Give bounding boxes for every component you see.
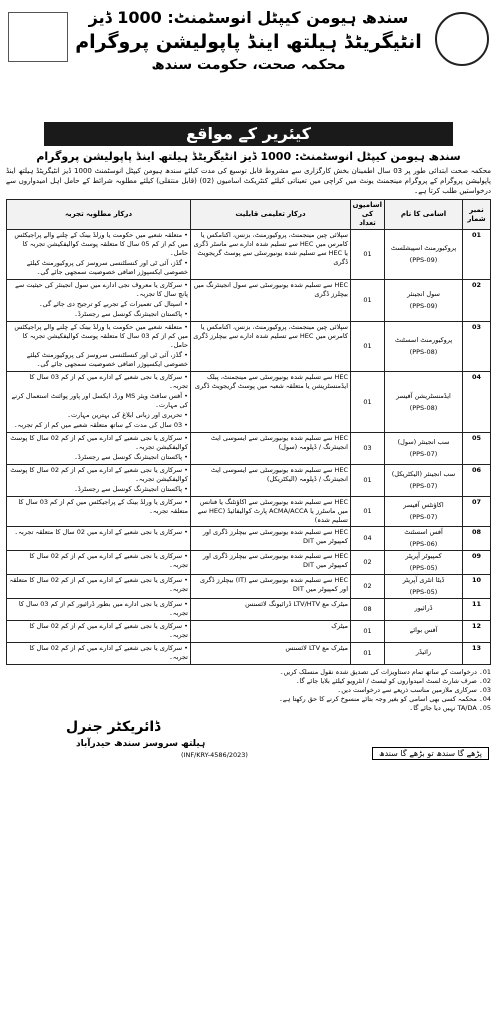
count-cell: 04 <box>351 527 385 551</box>
post-title: ڈرائیور <box>414 603 433 612</box>
education-cell: HEC سے تسلیم شدہ یونیورسٹی سے بیچلرز ڈگری اور کمپیوٹر میں DIT <box>191 527 351 551</box>
post-cell <box>385 575 463 599</box>
count-cell: 02 <box>351 575 385 599</box>
experience-item: • پاکستان انجینئرنگ کونسل سے رجسٹرڈ۔ <box>74 453 188 461</box>
experience-cell <box>7 372 191 433</box>
experience-cell <box>7 621 191 643</box>
header-post: اسامی کا نام <box>385 200 463 230</box>
post-title: سب انجینئر (سول) <box>397 438 450 446</box>
post-cell <box>385 599 463 621</box>
experience-cell <box>7 280 191 322</box>
post-title: اکاؤنٹس آفیسر <box>403 501 444 509</box>
note-item: 03۔ سرکاری ملازمین مناسب ذریعے سے درخواست دیں۔ <box>337 686 491 694</box>
post-cell <box>385 372 463 433</box>
terms-notes <box>6 668 491 713</box>
header-education: درکار تعلیمی قابلیت <box>191 200 351 230</box>
count-cell: 01 <box>351 280 385 322</box>
serial-cell: 02 <box>463 280 491 322</box>
count-cell: 08 <box>351 599 385 621</box>
experience-cell <box>7 497 191 527</box>
serial-cell: 12 <box>463 621 491 643</box>
serial-cell: 10 <box>463 575 491 599</box>
post-title: سول انجینئر <box>407 290 440 298</box>
experience-cell <box>7 527 191 551</box>
post-title: ایڈمنسٹریشن آفیسر <box>396 391 451 400</box>
table-row <box>7 643 491 665</box>
experience-item: • سرکاری یا نجی شعبے کے ادارے میں 02 سال کا متعلقہ تجربہ۔ <box>14 528 188 536</box>
serial-cell: 11 <box>463 599 491 621</box>
experience-cell <box>7 643 191 665</box>
experience-cell <box>7 599 191 621</box>
tagline: پڑھے گا سندھ تو بڑھے گا سندھ <box>372 747 489 760</box>
post-title: پروکیورمنٹ اسسٹنٹ <box>394 336 453 344</box>
post-cell <box>385 551 463 575</box>
post-cell <box>385 465 463 497</box>
education-cell: HEC سے تسلیم شدہ یونیورسٹی سے بیچلرز ڈگری اور کمپیوٹر میں DIT <box>191 551 351 575</box>
experience-item: • سرکاری یا نجی شعبے کے ادارے میں کم از کم 02 سال کا تجربہ۔ <box>29 552 188 569</box>
experience-item: • آفس سافٹ ویئر MS ورڈ، ایکسل اور پاور پوائنٹ استعمال کرنے کی مہارت۔ <box>11 392 188 409</box>
header-serial: نمبر شمار <box>463 200 491 230</box>
post-cell <box>385 280 463 322</box>
count-cell: 02 <box>351 551 385 575</box>
ad-reference: (INF/KRY-4586/2023) <box>181 751 248 759</box>
post-title: پروکیورمنٹ اسپیشلسٹ <box>390 244 457 252</box>
education-cell: HEC سے تسلیم شدہ یونیورسٹی سے ایسوسی ایٹ انجینئرنگ / ڈپلومہ (سول) <box>191 433 351 465</box>
header <box>6 8 491 120</box>
experience-item: • گڈز، آئی ٹی اور کنسلٹنسی سروسز کی پروکیورمنٹ کیلئے خصوصی ایکسپوژر اضافی خصوصیت سمجھی جائے گی۔ <box>26 351 188 368</box>
education-cell: سپلائی چین مینجمنٹ، پروکیورمنٹ، بزنس، اکنامکس یا کامرس میں HEC سے تسلیم شدہ ادارے سے ماسٹر ڈگری یا HEC سے تسلیم شدہ یونیورسٹی سے پوسٹ گریجویٹ ڈگری <box>191 230 351 280</box>
program-subheading: سندھ ہیومن کیپٹل انوسٹمنٹ: 1000 ڈیز انٹیگریٹڈ ہیلتھ اینڈ پاپولیشن پروگرام <box>36 150 461 163</box>
post-cell <box>385 433 463 465</box>
serial-cell: 01 <box>463 230 491 280</box>
header-line-3: محکمہ صحت، حکومت سندھ <box>151 57 346 73</box>
post-title: سب انجینئر (الیکٹریکل) <box>391 470 456 478</box>
director-office: ہیلتھ سروسز سندھ حیدرآباد <box>76 739 206 749</box>
serial-cell: 04 <box>463 372 491 433</box>
serial-cell: 08 <box>463 527 491 551</box>
experience-item: • سرکاری یا نجی شعبے کے ادارے میں کم از کم 02 سال کا پوسٹ کوالیفکیشن تجربہ۔ <box>10 434 188 451</box>
program-logo <box>8 12 68 62</box>
count-cell: 01 <box>351 643 385 665</box>
education-cell: میٹرک <box>191 621 351 643</box>
experience-item: • سرکاری یا نجی شعبے کے ادارے میں کم از کم 02 سال کا تجربہ۔ <box>29 622 188 639</box>
post-title: آفس اسسٹنٹ <box>404 528 443 536</box>
post-title: کمپیوٹر آپریٹر <box>405 552 442 560</box>
experience-item: • سرکاری یا ورلڈ بینک کے پراجیکٹس میں کم از کم 03 سال کا متعلقہ تجربہ۔ <box>18 498 188 515</box>
table-header-row <box>7 200 491 230</box>
vacancy-rows <box>7 230 491 665</box>
count-cell: 01 <box>351 621 385 643</box>
note-item: 01۔ درخواست کے ساتھ تمام دستاویزات کی تصدیق شدہ نقول منسلک کریں۔ <box>279 668 491 676</box>
education-cell: HEC سے تسلیم شدہ یونیورسٹی سے (IT) بیچلرز ڈگری اور کمپیوٹر میں DIT <box>191 575 351 599</box>
pay-scale: (PPS-09) <box>409 302 438 310</box>
post-cell <box>385 322 463 372</box>
post-title: رائیڈر <box>415 647 432 656</box>
pay-scale: (PPS-07) <box>409 450 438 458</box>
experience-item: • سرکاری یا معروف نجی ادارے میں سول انجینئر کی حیثیت سے پانچ سال کا تجربہ۔ <box>15 281 188 298</box>
education-cell: HEC سے تسلیم شدہ یونیورسٹی سے ایسوسی ایٹ انجینئرنگ / ڈپلومہ (الیکٹریکل) <box>191 465 351 497</box>
pay-scale: (PPS-06) <box>409 540 438 548</box>
intro-paragraph: محکمہ صحت ابتدائی طور پر 03 سال اطمینان بخش کارگزاری سے مشروط قابل توسیع کی مدت کیلئے سندھ ہیومن کیپٹل انوسٹمنٹ 1000 ڈیز انٹیگریٹڈ ہیلتھ اینڈ پاپولیشن پروگرام کے پروگرام مینجمنٹ یونٹ میں کراچی میں تعیناتی کیلئے کنٹریکٹ اسامیوں (02) (قابل منتقلی) کیلئے مطلوبہ شرائط کے حامل اہل امیدواروں سے درخواستیں طلب کرتا ہے۔ <box>6 167 491 195</box>
pay-scale: (PPS-05) <box>409 564 438 572</box>
serial-cell: 06 <box>463 465 491 497</box>
experience-cell <box>7 465 191 497</box>
table-row <box>7 621 491 643</box>
experience-cell <box>7 575 191 599</box>
table-row <box>7 280 491 322</box>
experience-item: • تحریری اور زبانی ابلاغ کی بہترین مہارت۔ <box>67 411 188 419</box>
education-cell: میٹرک مع LTV/HTV ڈرائیونگ لائسنس <box>191 599 351 621</box>
table-row <box>7 230 491 280</box>
serial-cell: 07 <box>463 497 491 527</box>
pay-scale: (PPS-07) <box>409 482 438 490</box>
table-row <box>7 372 491 433</box>
serial-cell: 03 <box>463 322 491 372</box>
header-experience: درکار مطلوبہ تجربہ <box>7 200 191 230</box>
table-row <box>7 575 491 599</box>
serial-cell: 09 <box>463 551 491 575</box>
serial-cell: 05 <box>463 433 491 465</box>
experience-item: • سرکاری یا نجی شعبے کے ادارے میں کم از کم 03 سال کا تجربہ۔ <box>29 373 188 390</box>
count-cell: 01 <box>351 497 385 527</box>
serial-cell: 13 <box>463 643 491 665</box>
count-cell: 01 <box>351 230 385 280</box>
education-cell: HEC سے تسلیم شدہ یونیورسٹی سے اکاؤنٹنگ یا فنانس میں ماسٹرز یا ACMA/ACCA پارٹ کوالیفائیڈ (HEC سے تسلیم شدہ) <box>191 497 351 527</box>
experience-item: • 03 سال کی مدت کے ساتھ متعلقہ شعبے میں کم از کم تجربہ۔ <box>13 421 188 429</box>
experience-cell <box>7 551 191 575</box>
education-cell: HEC سے تسلیم شدہ یونیورسٹی سے سول انجینئرنگ میں بیچلرز ڈگری <box>191 280 351 322</box>
count-cell: 03 <box>351 433 385 465</box>
education-cell: HEC سے تسلیم شدہ یونیورسٹی سے مینجمنٹ، پبلک ایڈمنسٹریشن یا متعلقہ شعبہ میں پوسٹ گریجویٹ ڈگری <box>191 372 351 433</box>
experience-cell <box>7 322 191 372</box>
pay-scale: (PPS-05) <box>409 588 438 596</box>
table-row <box>7 433 491 465</box>
footer <box>6 713 491 773</box>
experience-item: • گڈز، آئی ٹی اور کنسلٹنسی سروسز کی پروکیورمنٹ کیلئے خصوصی ایکسپوژر اضافی خصوصیت سمجھی جائے گی۔ <box>26 259 188 276</box>
experience-item: • پاکستان انجینئرنگ کونسل سے رجسٹرڈ۔ <box>74 485 188 493</box>
post-title: آفس بوائے <box>409 625 438 634</box>
experience-item: • سرکاری یا نجی شعبے کے ادارے میں کم از کم 02 سال کا تجربہ۔ <box>29 644 188 661</box>
post-cell <box>385 621 463 643</box>
experience-cell <box>7 230 191 280</box>
pay-scale: (PPS-08) <box>409 348 438 356</box>
experience-item: • متعلقہ شعبے میں حکومت یا ورلڈ بینک کے چلنے والے پراجیکٹس میں کم از کم 03 سال کا متعلقہ پوسٹ کوالیفکیشن تجربہ کا حامل۔ <box>14 323 188 349</box>
experience-item: • سرکاری یا نجی ادارے میں بطور ڈرائیور کم از کم 03 سال کا تجربہ۔ <box>18 600 188 617</box>
header-line-1: سندھ ہیومن کیپٹل انوسٹمنٹ: 1000 ڈیز <box>88 8 409 27</box>
post-cell <box>385 497 463 527</box>
note-item: 04۔ محکمہ کسی بھی اسامی کو بغیر وجہ بتائے منسوخ کرنے کا حق رکھتا ہے۔ <box>279 695 491 703</box>
table-row <box>7 465 491 497</box>
sindh-government-seal <box>435 12 489 66</box>
table-row <box>7 551 491 575</box>
education-cell: سپلائی چین مینجمنٹ، پروکیورمنٹ، بزنس، اکنامکس یا کامرس میں HEC سے تسلیم شدہ ادارے سے بیچلرز ڈگری <box>191 322 351 372</box>
experience-item: • متعلقہ شعبے میں حکومت یا ورلڈ بینک کے چلنے والے پراجیکٹس میں کم از کم 05 سال کا متعلقہ پوسٹ کوالیفکیشن تجربہ کا حامل۔ <box>14 231 188 257</box>
header-line-2: انٹیگریٹڈ ہیلتھ اینڈ پاپولیشن پروگرام <box>75 31 422 53</box>
education-cell: میٹرک مع LTV لائسنس <box>191 643 351 665</box>
careers-banner: کیئریر کے مواقع <box>44 122 453 146</box>
table-row <box>7 527 491 551</box>
count-cell: 01 <box>351 465 385 497</box>
post-cell <box>385 230 463 280</box>
count-cell: 01 <box>351 322 385 372</box>
header-count: اسامیوں کی تعداد <box>351 200 385 230</box>
experience-item: • سرکاری یا نجی شعبے کے ادارے میں کم از کم 02 سال کا متعلقہ تجربہ۔ <box>9 576 188 593</box>
table-row <box>7 497 491 527</box>
post-title: ڈیٹا انٹری آپریٹر <box>402 576 445 584</box>
post-cell <box>385 527 463 551</box>
pay-scale: (PPS-08) <box>409 403 438 412</box>
experience-item: • اسپتال کی تعمیرات کے تجربے کو ترجیح دی جائے گی۔ <box>38 300 188 308</box>
experience-cell <box>7 433 191 465</box>
post-cell <box>385 643 463 665</box>
experience-item: • سرکاری یا نجی شعبے کے ادارے میں کم از کم 02 سال کا پوسٹ کوالیفکیشن تجربہ۔ <box>10 466 188 483</box>
director-general-signature: ڈائریکٹر جنرل <box>66 719 161 735</box>
note-item: 02۔ صرف شارٹ لسٹ امیدواروں کو ٹیسٹ / انٹرویو کیلئے بلایا جائے گا۔ <box>295 677 491 685</box>
table-row <box>7 599 491 621</box>
count-cell: 01 <box>351 372 385 433</box>
note-item: 05۔ TA/DA نہیں دیا جائے گا۔ <box>409 704 491 712</box>
pay-scale: (PPS-07) <box>409 513 438 521</box>
vacancies-table <box>6 199 491 665</box>
table-row <box>7 322 491 372</box>
experience-item: • پاکستان انجینئرنگ کونسل سے رجسٹرڈ۔ <box>74 310 188 318</box>
pay-scale: (PPS-09) <box>409 256 438 264</box>
